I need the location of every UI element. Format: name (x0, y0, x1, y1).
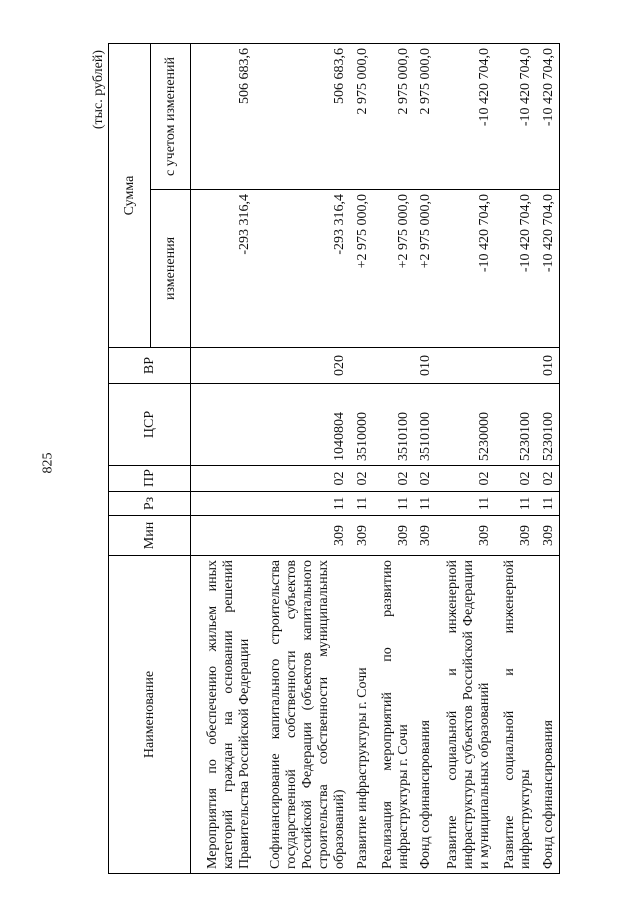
row-rz: 11 (373, 492, 414, 516)
row-with-change: -10 420 704,0 (436, 44, 495, 190)
row-min: 309 (414, 516, 437, 556)
row-vr (495, 348, 536, 384)
row-csr: 5230100 (495, 384, 536, 466)
row-name: Развитие инфраструктуры г. Сочи (350, 556, 373, 874)
row-csr: 5230100 (536, 384, 559, 466)
units-note: (тыс. рублей) (91, 50, 106, 130)
row-with-change: 506 683,6 (255, 44, 350, 190)
row-min: 309 (536, 516, 559, 556)
row-min: 309 (495, 516, 536, 556)
row-name: Софинансирование капитального строительства государственной собственности субъектов Российской Федерации (объектов капитального строительства собственности муниципальных образований) (255, 556, 350, 874)
row-min: 309 (350, 516, 373, 556)
row-rz: 11 (495, 492, 536, 516)
table-row (436, 44, 495, 874)
header-csr: ЦСР (109, 384, 191, 466)
row-pr: 02 (255, 466, 350, 492)
row-csr: 3510100 (414, 384, 437, 466)
row-change: -293 316,4 (191, 190, 255, 348)
row-change: -10 420 704,0 (495, 190, 536, 348)
table-row (191, 44, 255, 874)
row-with-change: 2 975 000,0 (350, 44, 373, 190)
row-pr: 02 (414, 466, 437, 492)
row-name: Развитие социальной и инженерной инфраструктуры (495, 556, 536, 874)
row-change: +2 975 000,0 (373, 190, 414, 348)
row-vr: 020 (255, 348, 350, 384)
row-csr: 5230000 (436, 384, 495, 466)
row-csr: 1040804 (255, 384, 350, 466)
row-with-change: -10 420 704,0 (495, 44, 536, 190)
table-row (414, 44, 437, 874)
row-with-change: 2 975 000,0 (414, 44, 437, 190)
header-rz: Рз (109, 492, 191, 516)
row-vr (436, 348, 495, 384)
row-with-change: 2 975 000,0 (373, 44, 414, 190)
row-name: Развитие социальной и инженерной инфраструктуры субъектов Российской Федерации и муниципальных образований (436, 556, 495, 874)
table-body (191, 44, 560, 874)
row-name: Реализация мероприятий по развитию инфраструктуры г. Сочи (373, 556, 414, 874)
header-sum: Сумма (109, 44, 151, 348)
row-min: 309 (373, 516, 414, 556)
header-name: Наименование (109, 556, 191, 874)
row-name: Фонд софинансирования (536, 556, 559, 874)
row-rz: 11 (255, 492, 350, 516)
row-vr: 010 (414, 348, 437, 384)
row-rz: 11 (414, 492, 437, 516)
row-vr (350, 348, 373, 384)
row-pr: 02 (495, 466, 536, 492)
row-min: 309 (436, 516, 495, 556)
row-pr: 02 (436, 466, 495, 492)
row-vr (373, 348, 414, 384)
row-vr: 010 (536, 348, 559, 384)
row-with-change: 506 683,6 (191, 44, 255, 190)
row-change: -10 420 704,0 (536, 190, 559, 348)
row-rz: 11 (436, 492, 495, 516)
row-change: -10 420 704,0 (436, 190, 495, 348)
row-pr: 02 (536, 466, 559, 492)
table-header (109, 44, 191, 874)
budget-table (108, 43, 560, 874)
row-vr (191, 348, 255, 384)
row-rz (191, 492, 255, 516)
header-with-change: с учетом изменений (151, 44, 191, 190)
row-pr: 02 (373, 466, 414, 492)
header-change: изменения (151, 190, 191, 348)
rotated-page-content (90, 44, 560, 874)
header-min: Мин (109, 516, 191, 556)
row-change: +2 975 000,0 (414, 190, 437, 348)
header-pr: ПР (109, 466, 191, 492)
row-name: Мероприятия по обеспечению жильем иных категорий граждан на основании решений Правительства Российской Федерации (191, 556, 255, 874)
row-change: +2 975 000,0 (350, 190, 373, 348)
table-row (350, 44, 373, 874)
row-min: 309 (255, 516, 350, 556)
row-rz: 11 (350, 492, 373, 516)
row-csr: 3510100 (373, 384, 414, 466)
row-pr (191, 466, 255, 492)
row-pr: 02 (350, 466, 373, 492)
table-row (536, 44, 559, 874)
row-csr (191, 384, 255, 466)
table-row (495, 44, 536, 874)
table-row (255, 44, 350, 874)
row-min (191, 516, 255, 556)
row-change: -293 316,4 (255, 190, 350, 348)
row-with-change: -10 420 704,0 (536, 44, 559, 190)
row-rz: 11 (536, 492, 559, 516)
row-name: Фонд софинансирования (414, 556, 437, 874)
table-row (373, 44, 414, 874)
row-csr: 3510000 (350, 384, 373, 466)
page-number: 825 (40, 452, 56, 474)
header-vr: ВР (109, 348, 191, 384)
